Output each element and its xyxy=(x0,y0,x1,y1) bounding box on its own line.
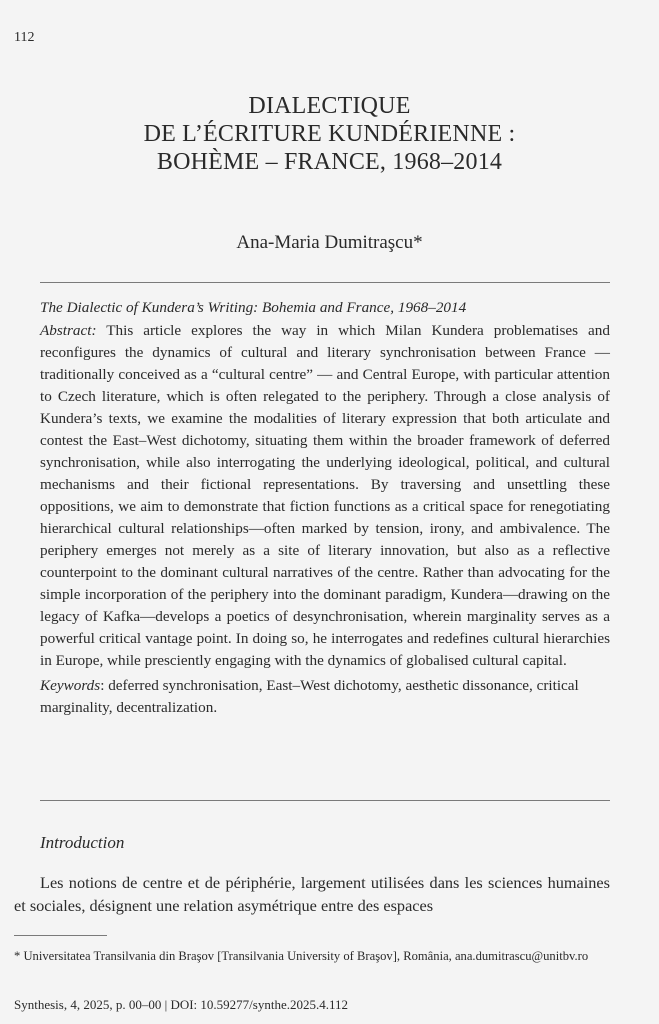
article-title xyxy=(0,92,659,176)
abstract-block xyxy=(40,297,610,719)
author-name: Ana-Maria Dumitraşcu* xyxy=(236,232,423,253)
abstract xyxy=(40,320,610,672)
abstract-label: Abstract: xyxy=(40,322,97,339)
keywords xyxy=(40,675,610,719)
title-line-1: DIALECTIQUE xyxy=(248,93,411,119)
title-line-3: BOHÈME – FRANCE, 1968–2014 xyxy=(156,149,503,175)
title-line-2: DE L’ÉCRITURE KUNDÉRIENNE : xyxy=(143,121,516,147)
section-heading: Introduction xyxy=(40,833,125,852)
footnote: * Universitatea Transilvania din Braşov [Transilvania University of Braşov], România, ana.dumitrascu@unitbv.ro xyxy=(14,949,589,963)
body-paragraph: Les notions de centre et de périphérie, largement utilisées dans les sciences humaines et sociales, désignent une relation asymétrique entre des espaces xyxy=(14,873,610,915)
page-number: 112 xyxy=(14,30,35,45)
abstract-text: This article explores the way in which Milan Kundera problematises and reconfigures the dynamics of cultural and literary synchronisation between France — traditionally conceived as a “cultural centre” — and Central Europe, with particular attention to Czech literature, which is often relegated to the periphery. Through a close analysis of Kundera’s texts, we examine the modalities of literary expression that both articulate and contest the East–West dichotomy, situating them within the broader framework of deferred synchronisation, while also interrogating the underlying ideological, political, and cultural mechanisms and their fictional representations. By traversing and unsettling these oppositions, we aim to demonstrate that fiction functions as a critical space for renegotiating hierarchical cultural relationships—often marked by tension, irony, and ambivalence. The periphery emerges not merely as a site of literary innovation, but also as a reflective counterpoint to the dominant cultural narratives of the centre. Rather than advocating for the simple incorporation of the periphery into the dominant paradigm, Kundera—drawing on the legacy of Kafka—develops a poetics of desynchronisation, wherein marginality serves as a powerful critical vantage point. In doing so, he interrogates and redefines cultural hierarchies in Europe, while presciently engaging with the dynamics of globalised cultural capital. xyxy=(40,322,610,669)
english-title: The Dialectic of Kundera’s Writing: Bohemia and France, 1968–2014 xyxy=(40,299,467,316)
keywords-label: Keywords xyxy=(40,677,101,694)
divider-top xyxy=(40,282,610,283)
citation-line: Synthesis, 4, 2025, p. 00–00 | DOI: 10.59277/synthe.2025.4.112 xyxy=(14,997,348,1012)
divider-bottom xyxy=(40,800,610,801)
footnote-rule xyxy=(14,935,107,936)
keywords-text: : deferred synchronisation, East–West dichotomy, aesthetic dissonance, critical marginality, decentralization. xyxy=(40,677,579,716)
